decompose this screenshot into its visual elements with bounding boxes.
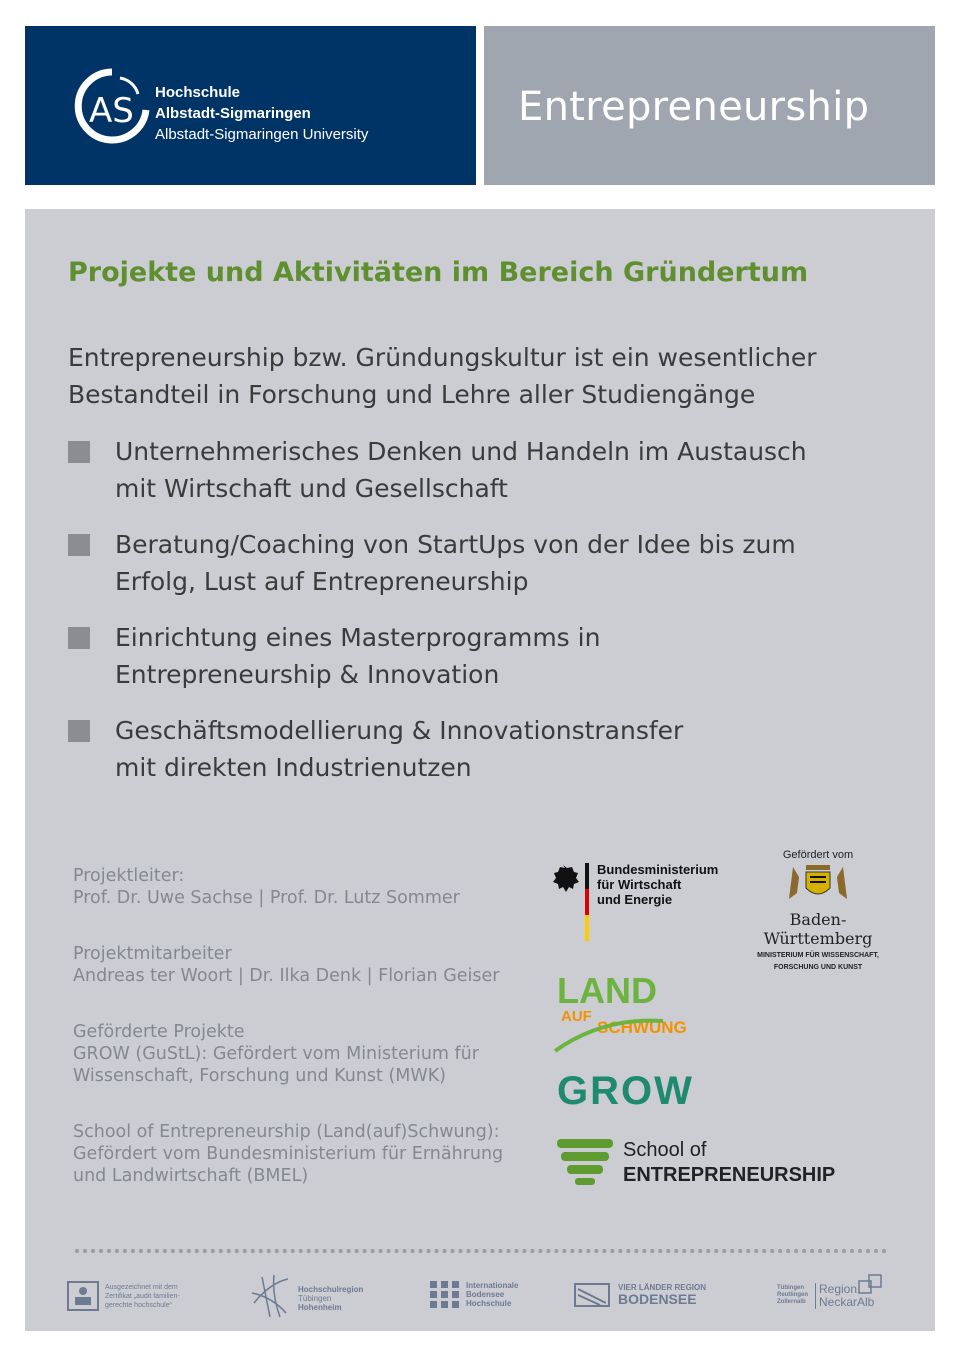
bw-name: Baden-Württemberg [763,910,873,948]
bw-ministry: FORSCHUNG UND KUNST [773,964,863,971]
content-panel [25,209,935,1331]
flag-gold [585,915,589,941]
layered-stack-icon [557,1139,613,1185]
landaufschwung-logo [553,969,733,1059]
familie-line: Zertifikat „audit familien- [105,1293,180,1300]
credits-funded [73,1021,533,1087]
square-bullet-icon [68,534,90,556]
credits-label: Projektleiter: [73,866,185,886]
entrepreneurship-word: ENTREPRENEURSHIP [623,1164,836,1186]
intro-line: Bestandteil in Forschung und Lehre aller Studiengänge [68,380,756,409]
bmwi-line: und Energie [597,892,673,907]
credits-value: GROW (GuStL): Gefördert vom Ministerium für [73,1044,479,1064]
bullet-text: mit direkten Industrienutzen [115,753,472,782]
credits-value: Andreas ter Woort | Dr. Ilka Denk | Florian Geiser [73,966,500,986]
hochschulregion-line: Hochschulregion [298,1285,364,1294]
credits-staff [73,943,533,987]
square-bullet-icon [68,720,90,742]
bullet-text: mit Wirtschaft und Gesellschaft [115,474,508,503]
ibh-line: Hochschule [466,1299,512,1308]
square-bullet-icon [68,441,90,463]
credits-value: Gefördert vom Bundesministerium für Ernährung [73,1144,504,1164]
list-item [68,619,888,712]
university-name [155,82,368,145]
dot-grid-icon [430,1281,460,1309]
logo-letters: AS [89,91,134,131]
bullet-text: Entrepreneurship & Innovation [115,660,500,689]
hochschulregion-line: Tübingen [298,1294,332,1303]
grow-word: GROW [557,1069,694,1113]
square-bullet-icon [68,627,90,649]
header-university-block [25,26,476,185]
credits-leaders [73,865,533,909]
hochschulregion-line: Hohenheim [298,1303,342,1312]
bw-funded-label: Gefördert vom [782,849,854,861]
list-item [68,526,888,619]
credits-funded-2 [73,1121,533,1187]
credits-label: Geförderte Projekte [73,1022,245,1042]
ibh-line: Internationale [466,1281,519,1290]
bmwi-line: für Wirtschaft [597,877,682,892]
grow-logo [555,1064,715,1114]
university-line-2: Albstadt-Sigmaringen [155,105,311,122]
region-small-line: Reutlingen [777,1292,808,1298]
credits-value: School of Entrepreneurship (Land(auf)Schwung): [73,1122,500,1142]
region-small-line: Zollernalb [777,1299,806,1305]
bmwi-line: Bundesministerium [597,862,719,877]
school-word: School of [623,1139,707,1161]
credits-label: Projektmitarbeiter [73,944,232,964]
section-heading: Projekte und Aktivitäten im Bereich Gründertum [68,257,809,288]
family-audit-icon [67,1281,99,1311]
university-line-3: Albstadt-Sigmaringen University [155,126,369,143]
bw-coat-of-arms-icon [783,863,853,903]
university-logo-icon [72,64,152,154]
federal-eagle-icon [553,865,579,892]
vierlaender-line: BODENSEE [618,1291,697,1307]
region-name-line: NeckarAlb [819,1295,875,1309]
bullet-text: Erfolg, Lust auf Entrepreneurship [115,567,529,596]
ibh-line: Bodensee [466,1290,505,1299]
lake-region-icon [574,1283,610,1307]
flag-red [585,889,589,915]
region-small-line: Tübingen [777,1285,804,1291]
university-line-1: Hochschule [155,84,241,101]
bullet-text: Unternehmerisches Denken und Handeln im Austausch [115,437,807,466]
bw-logo [738,849,898,972]
page-title: Entrepreneurship [518,84,870,130]
header-title-block [484,26,935,185]
globe-mesh-icon [250,1273,290,1319]
familie-line: Ausgezeichnet mit dem [105,1284,178,1291]
project-credits [73,865,533,1221]
list-item [68,433,888,526]
vierlaender-line: VIER LÄNDER REGION [618,1283,707,1292]
school-of-entrepreneurship-logo [555,1134,845,1189]
bullet-text: Geschäftsmodellierung & Innovationstransfer [115,716,684,745]
bmwi-logo [545,859,725,949]
region-name-line: Region [819,1282,858,1296]
auf-word: AUF [561,1008,592,1025]
bullet-text: Einrichtung eines Masterprogramms in [115,623,601,652]
squares-icon [857,1273,887,1297]
list-item [68,712,888,805]
dotted-divider [75,1249,887,1253]
bw-ministry: MINISTERIUM FÜR WISSENSCHAFT, [757,952,879,959]
bullet-list [68,433,888,805]
land-word: LAND [557,970,657,1011]
credits-value: und Landwirtschaft (BMEL) [73,1166,309,1186]
intro-text [68,339,888,413]
schwung-word: SCHWUNG [597,1018,687,1037]
flag-black [585,863,589,889]
intro-line: Entrepreneurship bzw. Gründungskultur ist ein wesentlicher [68,343,817,372]
familie-line: gerechte hochschule“ [105,1302,172,1309]
credits-value: Prof. Dr. Uwe Sachse | Prof. Dr. Lutz Sommer [73,888,460,908]
bullet-text: Beratung/Coaching von StartUps von der Idee bis zum [115,530,796,559]
credits-value: Wissenschaft, Forschung und Kunst (MWK) [73,1066,447,1086]
